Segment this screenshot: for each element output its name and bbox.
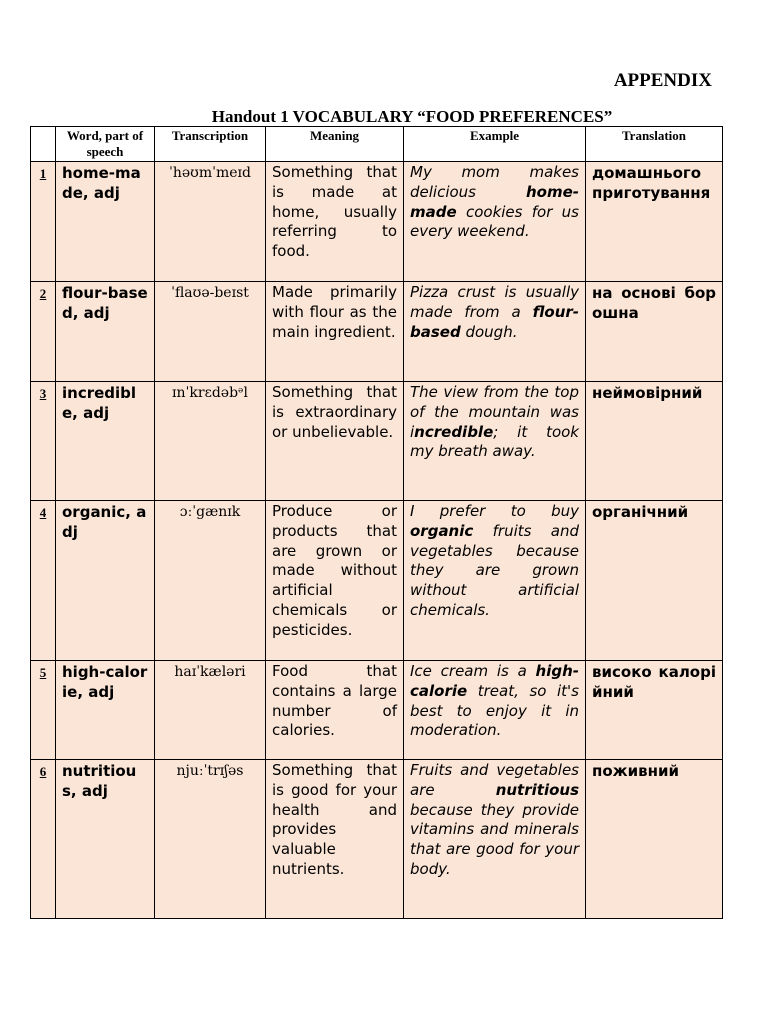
transcription-cell: ɪnˈkrɛdəbᵊl	[155, 382, 266, 501]
table-header-row	[31, 127, 723, 162]
transcription-cell: ˈhəʊmˈmeɪd	[155, 162, 266, 282]
row-number: 5	[31, 661, 56, 760]
transcription-cell: ɔːˈgænɪk	[155, 501, 266, 661]
header-transcription: Transcription	[155, 127, 266, 162]
meaning-cell: Something that is extraordinary or unbelievable.	[266, 382, 404, 501]
example-highlight: nutritious	[495, 780, 579, 799]
example-highlight: ncredible	[414, 422, 494, 441]
header-word: Word, part of speech	[56, 127, 155, 162]
example-text: fruits and vegetables because they are grown without artificial chemicals.	[410, 521, 579, 619]
example-text: dough.	[460, 322, 518, 341]
word-cell: nutritious, adj	[56, 760, 155, 919]
table-row	[31, 282, 723, 382]
example-highlight: high-calorie	[410, 662, 579, 700]
transcription-cell: haɪˈkæləri	[155, 661, 266, 760]
example-text: Fruits and vegetables are	[410, 761, 579, 799]
example-highlight: home-made	[410, 182, 579, 221]
example-cell	[404, 661, 586, 760]
header-number	[31, 127, 56, 162]
vocabulary-table	[30, 126, 723, 919]
example-text: ; it took my breath away.	[410, 422, 579, 461]
handout-title: Handout 1 VOCABULARY “FOOD PREFERENCES”	[211, 107, 613, 126]
word-cell: high-calorie, adj	[56, 661, 155, 760]
table-row	[31, 501, 723, 661]
example-cell	[404, 382, 586, 501]
row-number: 2	[31, 282, 56, 382]
translation-cell: неймовірний	[586, 382, 723, 501]
example-text: treat, so it's best to enjoy it in moderation.	[410, 681, 579, 740]
example-cell	[404, 501, 586, 661]
word-cell: flour-based, adj	[56, 282, 155, 382]
transcription-cell: njuːˈtrɪʃəs	[155, 760, 266, 919]
meaning-cell: Something that is made at home, usually referring to food.	[266, 162, 404, 282]
table-row	[31, 382, 723, 501]
translation-cell: на основі борошна	[586, 282, 723, 382]
table-row	[31, 760, 723, 919]
translation-cell: органічний	[586, 501, 723, 661]
header-meaning: Meaning	[266, 127, 404, 162]
translation-cell: високо калорійний	[586, 661, 723, 760]
row-number: 1	[31, 162, 56, 282]
row-number: 6	[31, 760, 56, 919]
row-number: 4	[31, 501, 56, 661]
example-text: I prefer to buy	[410, 502, 579, 520]
table-row	[31, 661, 723, 760]
example-text: The view from the top of the mountain was i	[410, 383, 579, 441]
word-cell: organic, adj	[56, 501, 155, 661]
example-cell	[404, 760, 586, 919]
meaning-cell: Food that contains a large number of calories.	[266, 661, 404, 760]
translation-cell: поживний	[586, 760, 723, 919]
meaning-cell: Produce or products that are grown or made without artificial chemicals or pesticides.	[266, 501, 404, 661]
example-cell	[404, 282, 586, 382]
table-row	[31, 162, 723, 282]
row-number: 3	[31, 382, 56, 501]
appendix-heading: APPENDIX	[613, 70, 712, 91]
example-text: cookies for us every weekend.	[410, 202, 579, 241]
transcription-cell: ˈflaʊə-beɪst	[155, 282, 266, 382]
example-highlight: organic	[410, 521, 474, 540]
word-cell: home-made, adj	[56, 162, 155, 282]
example-text: because they provide vitamins and minerals that are good for your body.	[410, 800, 579, 878]
example-text: Pizza crust is usually made from a	[410, 283, 579, 321]
example-text: Ice cream is a	[410, 662, 536, 680]
word-cell: incredible, adj	[56, 382, 155, 501]
example-cell	[404, 162, 586, 282]
header-example: Example	[404, 127, 586, 162]
example-highlight: flour-based	[410, 302, 579, 341]
meaning-cell: Something that is good for your health and provides valuable nutrients.	[266, 760, 404, 919]
translation-cell: домашнього приготування	[586, 162, 723, 282]
header-translation: Translation	[586, 127, 723, 162]
example-text: My mom makes delicious	[410, 163, 579, 201]
meaning-cell: Made primarily with flour as the main ingredient.	[266, 282, 404, 382]
